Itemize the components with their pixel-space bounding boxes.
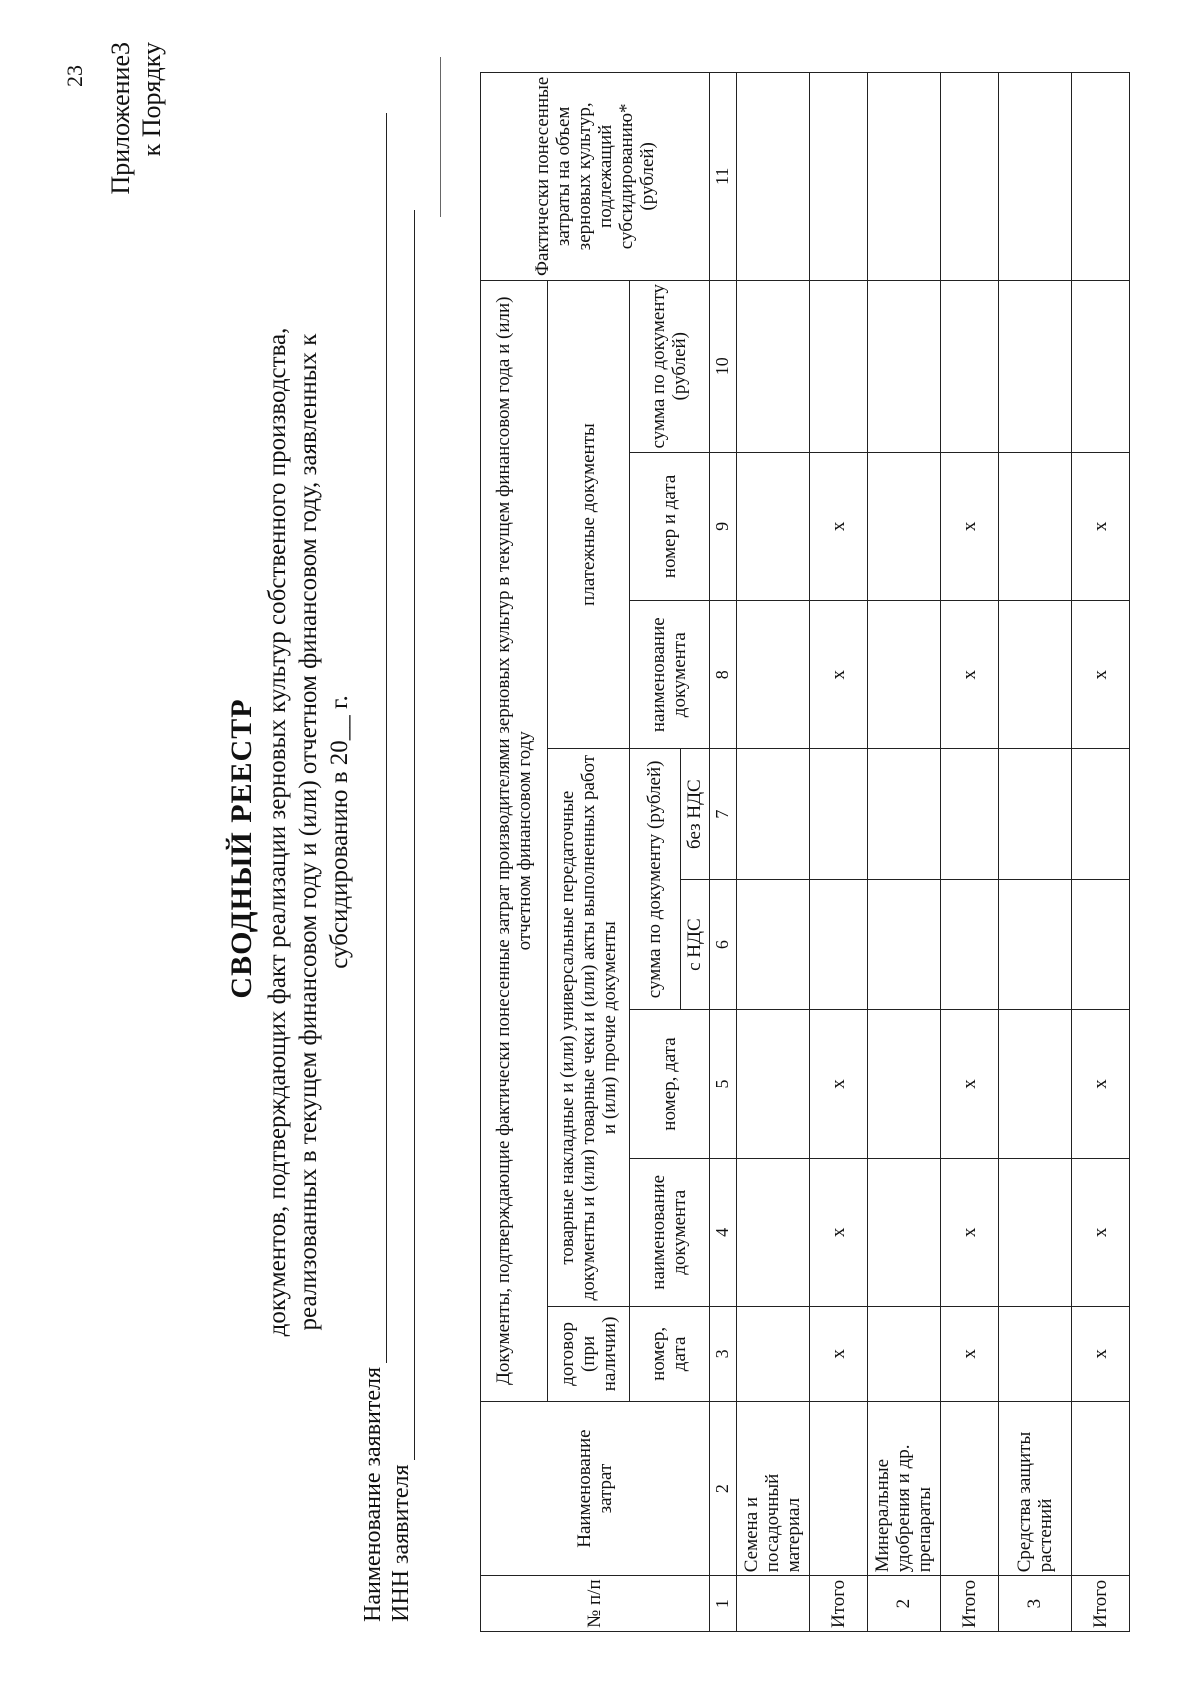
table-cell-c5: x xyxy=(1072,1010,1130,1158)
header-actual-costs: Фактически понесенные затраты на объем зерновых культур, подлежащий субсидированию* (рублей) xyxy=(481,73,710,281)
applicant-inn-field xyxy=(388,211,415,1623)
column-number-1: 1 xyxy=(709,1576,736,1632)
table-cell-c7[interactable] xyxy=(809,749,867,880)
table-cell-c5: x xyxy=(809,1010,867,1158)
table-cell-no: Итого xyxy=(1072,1576,1130,1632)
header-row-1 xyxy=(481,73,548,1632)
table-cell-c4: x xyxy=(941,1158,999,1306)
table-row xyxy=(867,73,940,1632)
table-cell-c7[interactable] xyxy=(867,749,940,880)
table-cell-c4[interactable] xyxy=(998,1158,1071,1306)
table-cell-c3[interactable] xyxy=(736,1306,809,1401)
table-cell-c3[interactable] xyxy=(998,1306,1071,1401)
table-cell-c6[interactable] xyxy=(809,879,867,1010)
table-cell-c9[interactable] xyxy=(867,452,940,600)
table-row xyxy=(1072,73,1130,1632)
column-number-2: 2 xyxy=(709,1401,736,1575)
table-cell-name: Семена и посадочный материал xyxy=(736,1401,809,1575)
table-cell-c4: x xyxy=(1072,1158,1130,1306)
table-cell-c9: x xyxy=(1072,452,1130,600)
table-cell-c6[interactable] xyxy=(1072,879,1130,1010)
table-cell-c4[interactable] xyxy=(867,1158,940,1306)
table-cell-c10[interactable] xyxy=(941,280,999,452)
header-with-vat: с НДС xyxy=(681,879,710,1010)
table-cell-c9[interactable] xyxy=(736,452,809,600)
table-cell-c6[interactable] xyxy=(867,879,940,1010)
table-cell-c7[interactable] xyxy=(941,749,999,880)
table-cell-c10[interactable] xyxy=(736,280,809,452)
registry-table xyxy=(480,72,1130,1632)
header-invoices: товарные накладные и (или) универсальные передаточные документы и (или) товарные чеки и (или) акты выполненных работ и (или) прочие документы xyxy=(547,749,629,1307)
table-cell-c8: x xyxy=(1072,601,1130,749)
table-row xyxy=(809,73,867,1632)
column-number-5: 5 xyxy=(709,1010,736,1158)
header-docs-group: Документы, подтверждающие фактически понесенные затрат производителями зерновых культур в текущем финансовом года и (или) отчетном финансовом году xyxy=(481,280,548,1401)
table-cell-c7[interactable] xyxy=(1072,749,1130,880)
table-cell-c10[interactable] xyxy=(867,280,940,452)
table-cell-c7[interactable] xyxy=(736,749,809,880)
column-number-8: 8 xyxy=(709,601,736,749)
table-cell-c11[interactable] xyxy=(867,73,940,281)
table-cell-c10[interactable] xyxy=(809,280,867,452)
column-number-7: 7 xyxy=(709,749,736,880)
table-cell-name xyxy=(941,1401,999,1575)
table-cell-c11[interactable] xyxy=(809,73,867,281)
table-cell-c9: x xyxy=(941,452,999,600)
header-number-date: номер, дата xyxy=(629,1010,709,1158)
header-contract: договор (при наличии) xyxy=(547,1306,629,1401)
header-payment-docs: платежные документы xyxy=(547,280,629,749)
table-cell-c3: x xyxy=(941,1306,999,1401)
appendix-line-1: Приложение3 xyxy=(106,42,135,195)
header-without-vat: без НДС xyxy=(681,749,710,880)
table-row xyxy=(941,73,999,1632)
column-number-row xyxy=(709,73,736,1632)
table-cell-no: 3 xyxy=(998,1576,1071,1632)
table-cell-c11[interactable] xyxy=(998,73,1071,281)
table-cell-c8: x xyxy=(809,601,867,749)
applicant-name-blank[interactable] xyxy=(364,113,387,1363)
applicant-name-label: Наименование заявителя xyxy=(360,1366,386,1622)
table-cell-c5[interactable] xyxy=(736,1010,809,1158)
header-pay-doc-name: наименование документа xyxy=(629,601,709,749)
table-cell-name xyxy=(1072,1401,1130,1575)
table-cell-name: Средства защиты растений xyxy=(998,1401,1071,1575)
table-cell-c5[interactable] xyxy=(867,1010,940,1158)
table-row xyxy=(736,73,809,1632)
document-subtitle: документов, подтверждающих факт реализации зерновых культур собственного производства, реализованных в текущем финансовом году и (или) отчетном финансовом году, заявленных к субсидированию в 20__ г. xyxy=(264,327,353,1337)
table-cell-c11[interactable] xyxy=(1072,73,1130,281)
divider-line xyxy=(440,57,441,217)
column-number-6: 6 xyxy=(709,879,736,1010)
table-cell-c6[interactable] xyxy=(998,879,1071,1010)
table-cell-name: Минеральные удобрения и др. препараты xyxy=(867,1401,940,1575)
page-number: 23 xyxy=(62,65,87,87)
table-cell-c10[interactable] xyxy=(1072,280,1130,452)
table-cell-c5[interactable] xyxy=(998,1010,1071,1158)
header-no: № п/п xyxy=(481,1576,710,1632)
header-doc-name: наименование документа xyxy=(629,1158,709,1306)
table-cell-c6[interactable] xyxy=(736,879,809,1010)
header-cost-name: Наименование затрат xyxy=(481,1401,710,1575)
header-row-2 xyxy=(547,73,629,1632)
appendix-line-2: к Порядку xyxy=(137,42,166,157)
document-title: СВОДНЫЙ РЕЕСТР xyxy=(225,698,258,999)
table-cell-c4[interactable] xyxy=(736,1158,809,1306)
table-cell-c7[interactable] xyxy=(998,749,1071,880)
table-cell-c5: x xyxy=(941,1010,999,1158)
table-cell-c9[interactable] xyxy=(998,452,1071,600)
applicant-inn-label: ИНН заявителя xyxy=(388,1464,414,1622)
header-pay-number-date: номер и дата xyxy=(629,452,709,600)
applicant-inn-blank[interactable] xyxy=(392,211,415,1461)
table-cell-no: Итого xyxy=(941,1576,999,1632)
table-cell-no: 2 xyxy=(867,1576,940,1632)
column-number-11: 11 xyxy=(709,73,736,281)
appendix-note xyxy=(105,42,167,257)
header-doc-sum: сумма по документу (рублей) xyxy=(629,749,680,1010)
header-contract-number-date: номер, дата xyxy=(629,1306,709,1401)
column-number-3: 3 xyxy=(709,1306,736,1401)
table-cell-c8[interactable] xyxy=(736,601,809,749)
column-number-10: 10 xyxy=(709,280,736,452)
header-pay-sum: сумма по документу (рублей) xyxy=(629,280,709,452)
column-number-9: 9 xyxy=(709,452,736,600)
table-cell-c8: x xyxy=(941,601,999,749)
table-cell-c3[interactable] xyxy=(867,1306,940,1401)
table-cell-c8[interactable] xyxy=(998,601,1071,749)
table-cell-name xyxy=(809,1401,867,1575)
table-cell-c3: x xyxy=(809,1306,867,1401)
table-row xyxy=(998,73,1071,1632)
table-cell-no xyxy=(736,1576,809,1632)
table-cell-c8[interactable] xyxy=(867,601,940,749)
table-cell-c11[interactable] xyxy=(941,73,999,281)
table-cell-c3: x xyxy=(1072,1306,1130,1401)
applicant-name-field xyxy=(360,113,387,1622)
table-cell-c6[interactable] xyxy=(941,879,999,1010)
table-cell-no: Итого xyxy=(809,1576,867,1632)
table-cell-c10[interactable] xyxy=(998,280,1071,452)
column-number-4: 4 xyxy=(709,1158,736,1306)
table-cell-c4: x xyxy=(809,1158,867,1306)
header-row-3 xyxy=(629,73,680,1632)
table-cell-c9: x xyxy=(809,452,867,600)
table-cell-c11[interactable] xyxy=(736,73,809,281)
